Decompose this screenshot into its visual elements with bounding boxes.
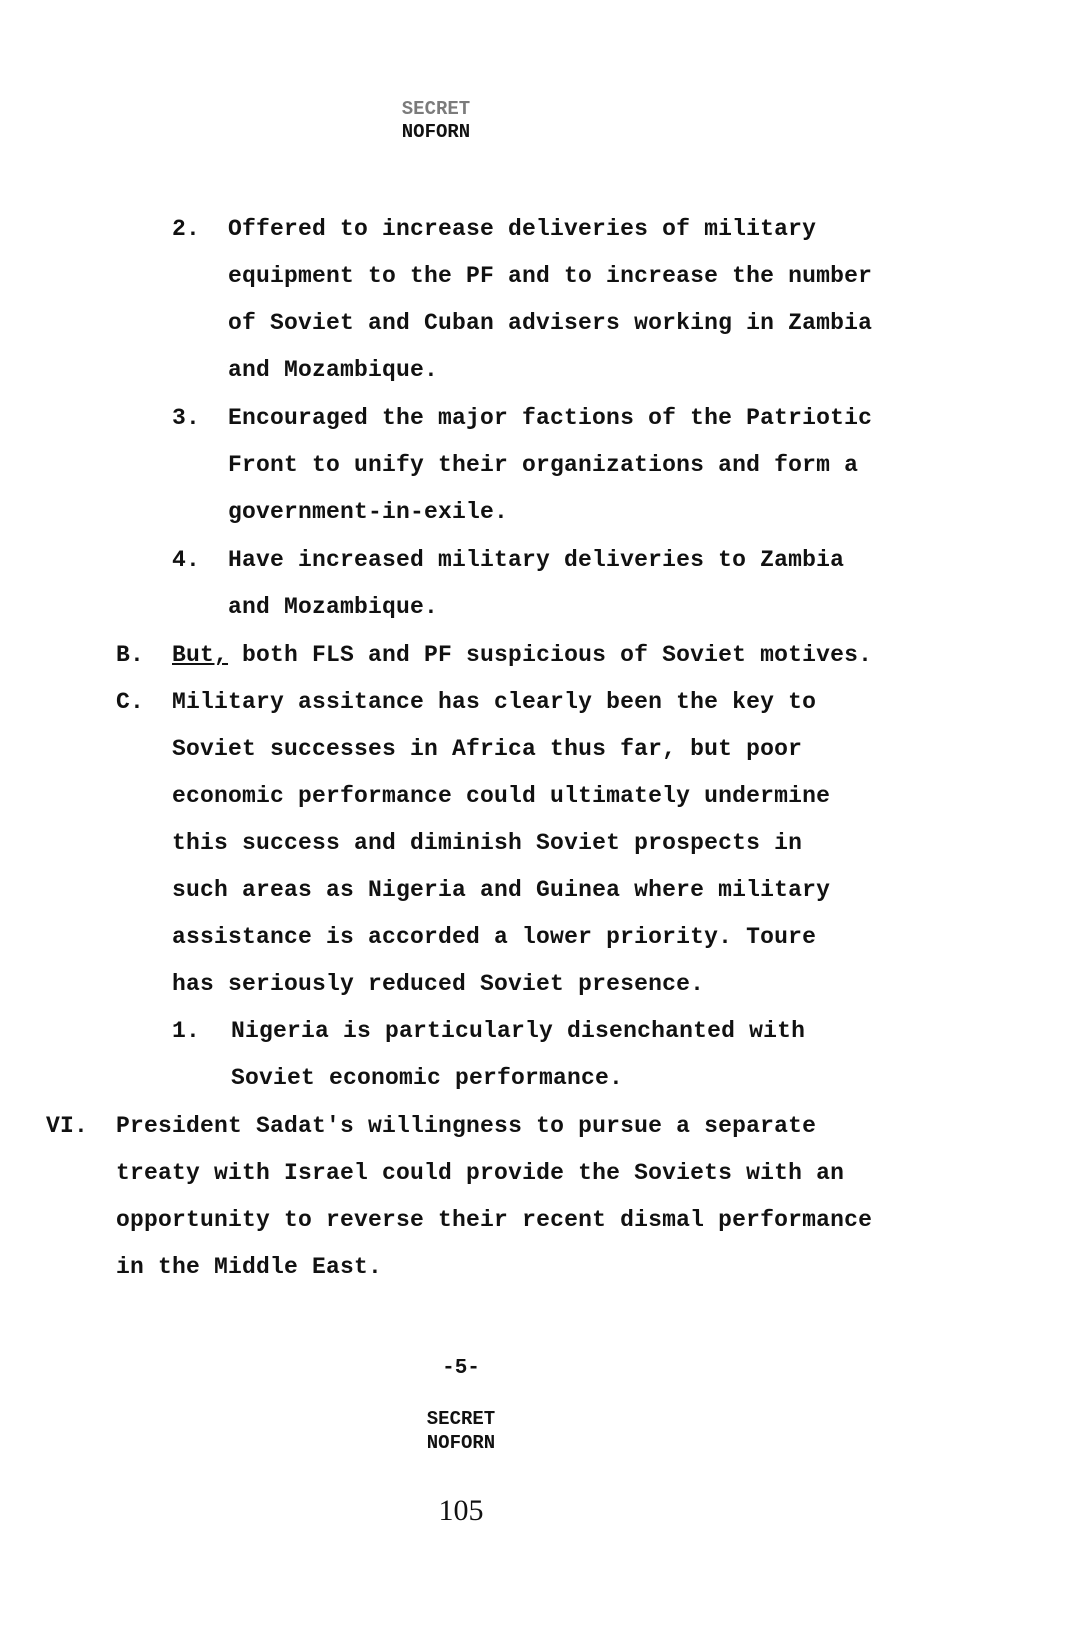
item-4-line-1: Have increased military deliveries to Zambia (228, 547, 845, 573)
dissem-footer: NOFORN (426, 1432, 496, 1454)
item-c-line-6: assistance is accorded a lower priority. Toure (172, 924, 817, 950)
item-b-rest: both FLS and PF suspicious of Soviet motives. (228, 642, 873, 668)
item-c1-line-1: Nigeria is particularly disenchanted with (231, 1018, 806, 1044)
item-vi-line-4: in the Middle East. (116, 1254, 383, 1280)
item-b-number: B. (116, 642, 145, 668)
item-vi-line-3: opportunity to reverse their recent dismal performance (116, 1207, 873, 1233)
item-c-number: C. (116, 689, 145, 715)
item-b-text (172, 642, 872, 668)
archive-page-number: 105 (438, 1494, 484, 1527)
page-number: -5- (442, 1357, 480, 1380)
item-vi-line-1: President Sadat's willingness to pursue a separate (116, 1113, 817, 1139)
item-c-line-3: economic performance could ultimately undermine (172, 783, 831, 809)
item-b-lead: But, (172, 642, 229, 668)
item-c-line-7: has seriously reduced Soviet presence. (172, 971, 705, 997)
item-3-line-1: Encouraged the major factions of the Patriotic (228, 405, 873, 431)
dissem-header: NOFORN (401, 121, 471, 143)
classification-footer: SECRET (426, 1408, 496, 1430)
item-c1-number: 1. (172, 1018, 201, 1044)
item-vi-number: VI. (46, 1113, 89, 1139)
item-c1-line-2: Soviet economic performance. (231, 1065, 624, 1091)
item-4-line-2: and Mozambique. (228, 594, 439, 620)
item-3-line-2: Front to unify their organizations and form a (228, 452, 859, 478)
item-3-line-3: government-in-exile. (228, 499, 509, 525)
item-c-line-1: Military assitance has clearly been the key to (172, 689, 817, 715)
item-4-number: 4. (172, 547, 201, 573)
item-3-number: 3. (172, 405, 201, 431)
item-2-line-4: and Mozambique. (228, 357, 439, 383)
item-c-line-2: Soviet successes in Africa thus far, but poor (172, 736, 803, 762)
item-vi-line-2: treaty with Israel could provide the Soviets with an (116, 1160, 845, 1186)
item-2-line-1: Offered to increase deliveries of military (228, 216, 817, 242)
classification-header: SECRET (401, 98, 471, 120)
item-2-number: 2. (172, 216, 201, 242)
item-2-line-3: of Soviet and Cuban advisers working in Zambia (228, 310, 873, 336)
item-c-line-5: such areas as Nigeria and Guinea where military (172, 877, 831, 903)
item-c-line-4: this success and diminish Soviet prospects in (172, 830, 803, 856)
item-2-line-2: equipment to the PF and to increase the number (228, 263, 873, 289)
